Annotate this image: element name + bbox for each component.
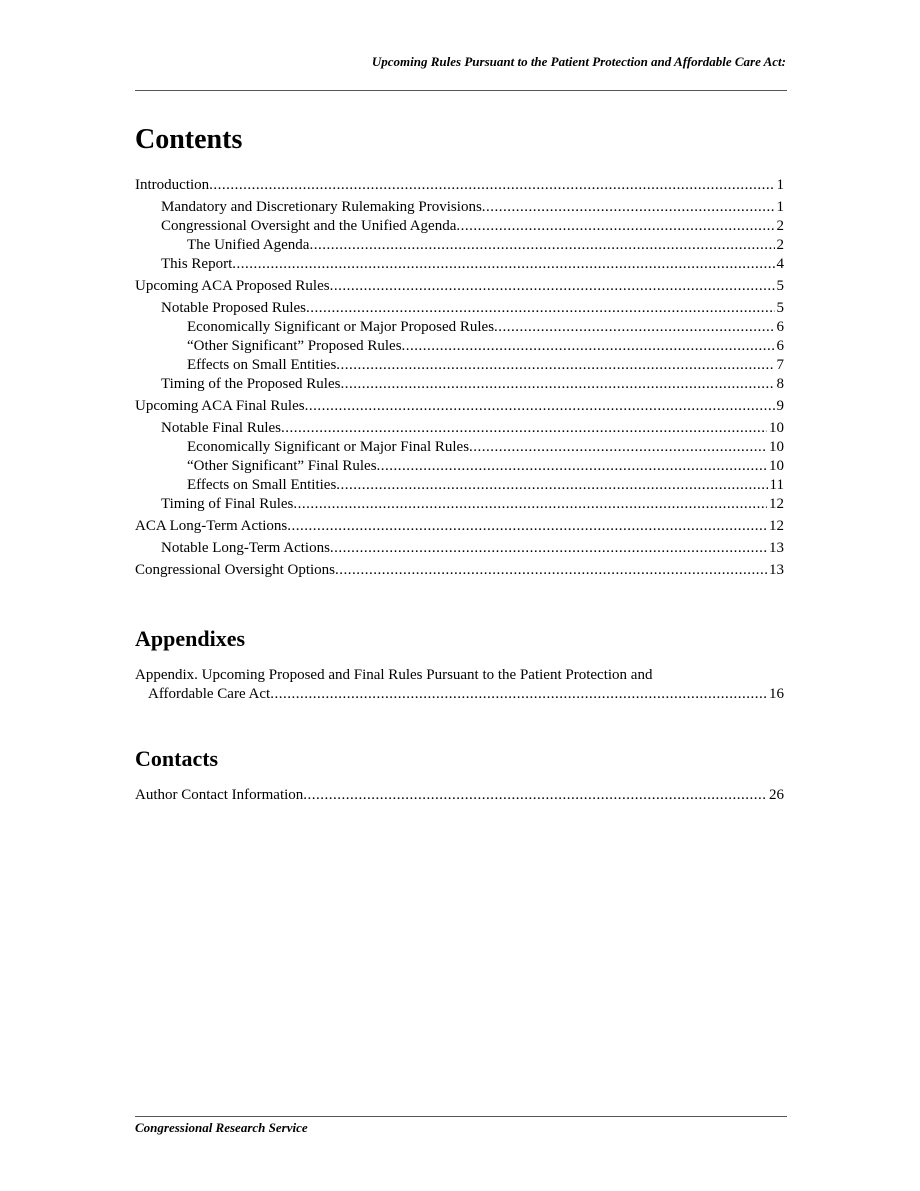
toc-entry-page: 9: [776, 398, 784, 414]
toc-entry-text: Congressional Oversight Options: [135, 562, 335, 578]
toc-entry-page: 2: [776, 218, 784, 234]
toc-entry-text: Upcoming ACA Proposed Rules: [135, 278, 330, 294]
toc-leader-dots: [494, 318, 774, 337]
toc-leader-dots: [281, 419, 767, 438]
toc-entry[interactable]: [135, 277, 784, 296]
toc-entry[interactable]: [135, 397, 784, 416]
toc-entry-page: 13: [769, 540, 784, 556]
toc-entry[interactable]: [135, 299, 784, 318]
toc-entry-text: Effects on Small Entities: [187, 357, 337, 373]
running-header: Upcoming Rules Pursuant to the Patient Protection and Affordable Care Act:: [371, 54, 786, 69]
header-rule: [135, 90, 787, 91]
toc-entry-text: ACA Long-Term Actions: [135, 518, 288, 534]
toc-leader-dots: [306, 299, 775, 318]
toc-leader-dots: [232, 255, 774, 274]
toc-entry-page: 4: [776, 256, 784, 272]
toc-entry-page: 8: [776, 376, 784, 392]
toc-leader-dots: [377, 457, 767, 476]
footer-rule: [135, 1116, 787, 1117]
contacts-title: Contacts: [135, 746, 219, 771]
toc-entry[interactable]: [135, 318, 784, 337]
toc-entry[interactable]: [135, 176, 784, 195]
toc-entry-page: 12: [769, 518, 784, 534]
appendix-entry-text-line2: Affordable Care Act: [148, 686, 271, 702]
toc-entry[interactable]: [135, 236, 784, 255]
toc-entry-page: 1: [776, 177, 784, 193]
toc-leader-dots: [482, 198, 775, 217]
toc-leader-dots: [209, 176, 774, 195]
toc-leader-dots: [330, 539, 767, 558]
toc-leader-dots: [305, 397, 775, 416]
toc-leader-dots: [335, 561, 767, 580]
toc-entry-page: 2: [776, 237, 784, 253]
toc-entry-page: 5: [776, 300, 784, 316]
toc-leader-dots: [456, 217, 774, 236]
toc-entry-page: 5: [776, 278, 784, 294]
appendixes-title: Appendixes: [135, 626, 246, 651]
toc-entry-text: The Unified Agenda: [187, 237, 310, 253]
toc-entry-text: Congressional Oversight and the Unified Agenda: [161, 218, 457, 234]
toc-entry-text: Economically Significant or Major Proposed Rules: [187, 319, 495, 335]
toc-leader-dots: [293, 495, 767, 514]
toc-leader-dots: [336, 476, 767, 495]
toc-entry-text: Notable Final Rules: [161, 420, 281, 436]
toc-entry-page: 11: [769, 477, 784, 493]
toc-leader-dots: [402, 337, 775, 356]
toc-entry-page: 6: [776, 338, 784, 354]
toc-entry-page: 13: [769, 562, 784, 578]
toc-entry-page: 12: [769, 496, 784, 512]
toc-entry[interactable]: [135, 198, 784, 217]
toc-entry[interactable]: [135, 495, 784, 514]
toc-entry[interactable]: [135, 356, 784, 375]
toc-entry-page: 1: [776, 199, 784, 215]
appendix-entry-text-line1: Appendix. Upcoming Proposed and Final Rules Pursuant to the Patient Protection and: [135, 667, 653, 683]
toc-entry-text: Notable Proposed Rules: [161, 300, 306, 316]
toc-entry-text: Mandatory and Discretionary Rulemaking Provisions: [161, 199, 482, 215]
toc-entry-text: Introduction: [135, 177, 210, 193]
toc-leader-dots: [340, 375, 774, 394]
toc-entry-text: “Other Significant” Proposed Rules: [187, 338, 402, 354]
toc-entry[interactable]: [135, 476, 784, 495]
toc-entry-page: 10: [769, 439, 784, 455]
toc-leader-dots: [303, 786, 767, 805]
toc-entry-text: Timing of the Proposed Rules: [161, 376, 341, 392]
toc-leader-dots: [336, 356, 774, 375]
toc-leader-dots: [287, 517, 767, 536]
toc-entry[interactable]: [135, 255, 784, 274]
toc-leader-dots: [270, 685, 767, 704]
contacts-entry-text: Author Contact Information: [135, 787, 304, 803]
contacts-entry-page: 26: [769, 787, 784, 803]
toc-entry-page: 10: [769, 420, 784, 436]
toc-entry-page: 6: [776, 319, 784, 335]
toc-entry-page: 10: [769, 458, 784, 474]
toc-entry[interactable]: [135, 539, 784, 558]
contacts-entry[interactable]: [135, 786, 784, 805]
contents-title: Contents: [135, 124, 243, 155]
toc-entry[interactable]: [135, 419, 784, 438]
toc-entry-text: Economically Significant or Major Final Rules: [187, 439, 470, 455]
toc-entry-text: Effects on Small Entities: [187, 477, 337, 493]
toc-entry-text: “Other Significant” Final Rules: [187, 458, 377, 474]
appendix-entry[interactable]: [135, 666, 784, 704]
toc-entry-text: Notable Long-Term Actions: [161, 540, 330, 556]
toc-entry[interactable]: [135, 337, 784, 356]
appendix-entry-page: 16: [769, 686, 784, 702]
toc-leader-dots: [309, 236, 774, 255]
toc-entry[interactable]: [135, 438, 784, 457]
toc-entry[interactable]: [135, 375, 784, 394]
toc-entry-text: Upcoming ACA Final Rules: [135, 398, 305, 414]
toc-leader-dots: [469, 438, 767, 457]
footer-text: Congressional Research Service: [135, 1120, 308, 1135]
toc-entry-text: Timing of Final Rules: [161, 496, 294, 512]
toc-entry-page: 7: [776, 357, 784, 373]
toc-entry-text: This Report: [161, 256, 233, 272]
table-of-contents: [135, 176, 784, 580]
toc-leader-dots: [330, 277, 775, 296]
toc-entry[interactable]: [135, 561, 784, 580]
toc-entry[interactable]: [135, 217, 784, 236]
toc-entry[interactable]: [135, 457, 784, 476]
toc-entry[interactable]: [135, 517, 784, 536]
